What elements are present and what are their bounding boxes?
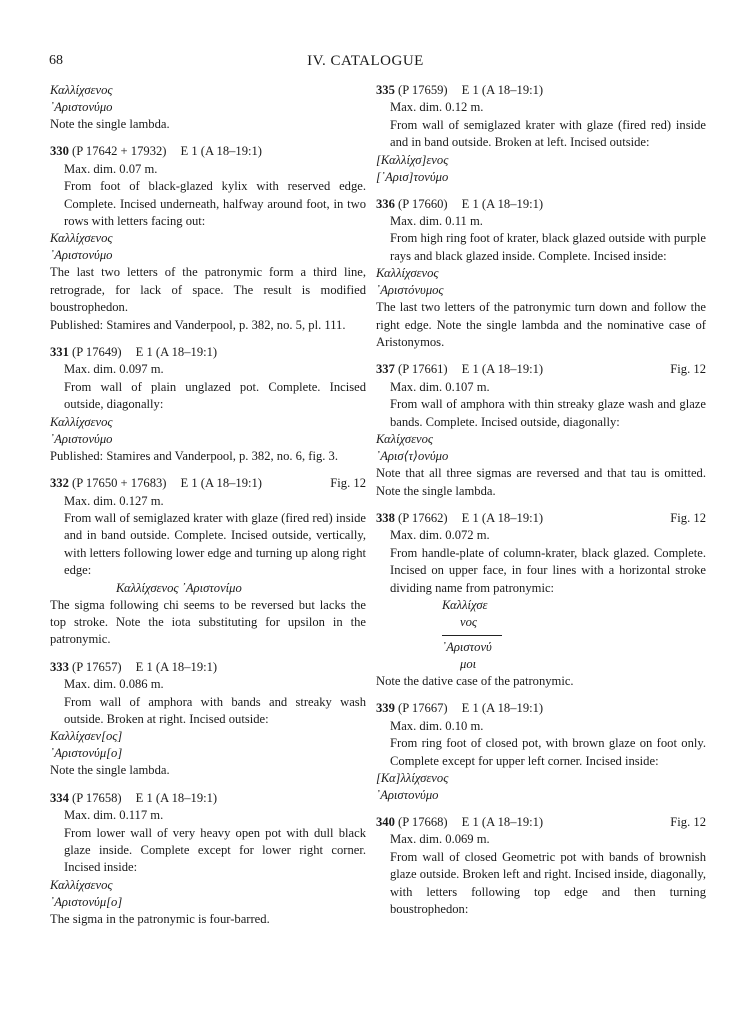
greek-line: νος [460, 614, 477, 629]
entry-heading [50, 659, 366, 676]
entry-heading [376, 361, 706, 378]
right-column [376, 82, 706, 918]
entry-location: E 1 (A 18–19:1) [461, 83, 544, 97]
entry-dimension: Max. dim. 0.117 m. [64, 808, 164, 823]
greek-line: ᾿Αρισ⟨τ⟩ονύμο [376, 449, 449, 464]
entry-note: Note the single lambda. [50, 117, 170, 131]
greek-line: Καλλίχσενος [50, 83, 113, 97]
entry-dimension: Max. dim. 0.097 m. [64, 362, 164, 377]
entry-dimension: Max. dim. 0.069 m. [390, 832, 490, 847]
entry-number: 340 [376, 814, 395, 829]
entry-ref: (P 17667) [398, 701, 448, 716]
catalogue-entry-338 [376, 510, 706, 690]
entry-note: The last two letters of the patronymic form a third line, retrograde, for lack of space. The result is modified boustrophedon. [50, 265, 366, 315]
catalogue-entry-330 [50, 143, 366, 334]
greek-line: ᾿Αριστονύμο [50, 431, 113, 446]
entry-number: 335 [376, 83, 395, 97]
entry-ref: (P 17642 + 17932) [72, 144, 167, 159]
entry-dimension: Max. dim. 0.086 m. [64, 677, 164, 692]
left-column [50, 82, 366, 928]
greek-line: ᾿Αριστονύμο [50, 248, 113, 263]
entry-ref: (P 17668) [398, 814, 448, 829]
entry-ref: (P 17657) [72, 659, 122, 674]
entry-ref: (P 17659) [398, 83, 448, 97]
entry-note: The sigma following chi seems to be reversed but lacks the top stroke. Note the iota substituting for upsilon in the patronymic. [50, 597, 366, 647]
entry-number: 336 [376, 196, 395, 211]
figure-ref: Fig. 12 [670, 814, 706, 829]
entry-heading [50, 344, 366, 361]
entry-number: 339 [376, 701, 395, 716]
entry-description: From wall of plain unglazed pot. Complete. Incised outside, diagonally: [64, 379, 366, 412]
greek-line: Καλλίχσενος [376, 266, 439, 281]
entry-heading [376, 814, 706, 831]
figure-ref: Fig. 12 [670, 510, 706, 525]
entry-note: The last two letters of the patronymic turn down and follow the right edge. Note the single lambda and the nominative case of Aristonymos. [376, 300, 706, 350]
entry-heading [376, 82, 706, 99]
page-title: IV. CATALOGUE [307, 53, 424, 69]
entry-dimension: Max. dim. 0.072 m. [390, 528, 490, 543]
greek-line: ᾿Αριστονύμ[ο] [50, 746, 123, 761]
entry-heading [376, 510, 706, 527]
greek-line: ᾿Αριστονύμο [376, 787, 439, 802]
entry-dimension: Max. dim. 0.07 m. [64, 161, 158, 176]
greek-line: Καλλίχσενος [50, 231, 113, 246]
catalogue-entry-332 [50, 475, 366, 649]
entry-description: From wall of amphora with thin streaky glaze wash and glaze bands. Complete. Incised outside, diagonally: [390, 397, 706, 429]
greek-line: Καλλίχσενος [50, 877, 113, 892]
entry-description: From ring foot of closed pot, with brown glaze on foot only. Complete except for upper left corner. Incised inside: [390, 736, 706, 768]
entry-dimension: Max. dim. 0.127 m. [64, 493, 164, 508]
greek-line: ᾿Αριστόνυμος [376, 283, 444, 298]
entry-heading [376, 196, 706, 213]
entry-description: From wall of semiglazed krater with glaze (fired red) inside and in band outside. Complete. Incised outside, vertically, with letters following lower edge and turning up along right edge: [64, 510, 366, 578]
divider-stroke [442, 635, 502, 636]
catalogue-entry-340 [376, 814, 706, 918]
figure-ref: Fig. 12 [670, 362, 706, 377]
catalogue-entry-337 [376, 361, 706, 499]
entry-ref: (P 17650 + 17683) [72, 476, 167, 491]
entry-ref: (P 17658) [72, 790, 122, 805]
catalogue-entry-333 [50, 659, 366, 780]
entry-number: 333 [50, 659, 69, 674]
entry-ref: (P 17660) [398, 196, 448, 211]
entry-number: 338 [376, 510, 395, 525]
entry-description: From foot of black-glazed kylix with reserved edge. Complete. Incised underneath, halfway around foot, in two rows with letters facing out: [64, 179, 366, 229]
greek-line: [᾿Αρισ]τονύμο [376, 169, 449, 184]
entry-number: 337 [376, 362, 395, 377]
entry-location: E 1 (A 18–19:1) [135, 790, 218, 805]
entry-heading [50, 475, 366, 492]
entry-ref: (P 17662) [398, 510, 448, 525]
entry-note: Note the single lambda. [50, 763, 170, 778]
entry-publication: Published: Stamires and Vanderpool, p. 382, no. 6, fig. 3. [50, 448, 339, 463]
entry-ref: (P 17661) [398, 362, 448, 377]
entry-heading [376, 700, 706, 717]
catalogue-entry-335 [376, 82, 706, 186]
greek-line: Καλλίχσε [442, 597, 488, 612]
entry-dimension: Max. dim. 0.12 m. [390, 100, 484, 115]
entry-number: 334 [50, 790, 69, 805]
greek-line: [Κα]λλίχσενος [376, 770, 449, 785]
catalogue-entry-334 [50, 790, 366, 928]
entry-location: E 1 (A 18–19:1) [461, 814, 544, 829]
entry-publication: Published: Stamires and Vanderpool, p. 382, no. 5, pl. 111. [50, 317, 346, 332]
inscription-block [442, 597, 706, 673]
greek-line: Καλλίχσενος ᾿Αριστονίμο [116, 580, 242, 595]
page-number: 68 [49, 53, 63, 68]
entry-description: From wall of closed Geometric pot with bands of brownish glaze outside. Broken left and right. Incised inside, diagonally, with letters following top edge and then turning boustrophedon: [390, 849, 706, 916]
greek-line: Καλλίχσεν[ος] [50, 729, 123, 744]
catalogue-entry-336 [376, 196, 706, 352]
greek-line: [Καλλίχσ]ενος [376, 152, 449, 167]
entry-heading [50, 143, 366, 160]
entry-description: From handle-plate of column-krater, black glazed. Complete. Incised on upper face, in four lines with a horizontal stroke dividing name from patronymic: [390, 545, 706, 595]
entry-location: E 1 (A 18–19:1) [180, 476, 263, 491]
entry-description: From lower wall of very heavy open pot with dull black glaze inside. Complete except for lower right corner. Incised inside: [64, 825, 366, 875]
entry-dimension: Max. dim. 0.10 m. [390, 718, 484, 733]
greek-line: ᾿Αριστονύ [442, 639, 492, 654]
entry-description: From wall of amphora with bands and streaky wash outside. Broken at right. Incised outside: [64, 694, 366, 726]
entry-location: E 1 (A 18–19:1) [180, 144, 263, 159]
catalogue-entry-331 [50, 344, 366, 465]
entry-location: E 1 (A 18–19:1) [135, 659, 218, 674]
entry-note: Note that all three sigmas are reversed and that tau is omitted. Note the single lambda. [376, 466, 706, 498]
entry-dimension: Max. dim. 0.11 m. [390, 214, 483, 229]
lead-fragment [50, 82, 366, 133]
entry-location: E 1 (A 18–19:1) [461, 701, 544, 716]
entry-number: 330 [50, 144, 69, 159]
entry-location: E 1 (A 18–19:1) [461, 362, 544, 377]
greek-line: Καλλίχσενος [50, 414, 113, 429]
figure-ref: Fig. 12 [330, 476, 366, 491]
greek-line: μοι [460, 656, 477, 671]
entry-description: From high ring foot of krater, black glazed outside with purple rays and black glazed inside. Complete. Incised inside: [390, 231, 706, 263]
entry-heading [50, 790, 366, 807]
catalogue-entry-339 [376, 700, 706, 804]
entry-ref: (P 17649) [72, 345, 122, 360]
entry-number: 331 [50, 345, 69, 360]
page-header [0, 53, 731, 73]
greek-line: ᾿Αριστονύμο [50, 100, 113, 114]
entry-number: 332 [50, 476, 69, 491]
entry-note: Note the dative case of the patronymic. [376, 673, 574, 688]
entry-location: E 1 (A 18–19:1) [461, 196, 544, 211]
entry-description: From wall of semiglazed krater with glaze (fired red) inside and in band outside. Broken at left. Incised outside: [390, 117, 706, 150]
entry-dimension: Max. dim. 0.107 m. [390, 379, 490, 394]
entry-note: The sigma in the patronymic is four-barred. [50, 911, 270, 926]
greek-line: ᾿Αριστονύμ[ο] [50, 894, 123, 909]
entry-location: E 1 (A 18–19:1) [135, 345, 218, 360]
entry-location: E 1 (A 18–19:1) [461, 510, 544, 525]
greek-line: Καλίχσενος [376, 432, 434, 447]
